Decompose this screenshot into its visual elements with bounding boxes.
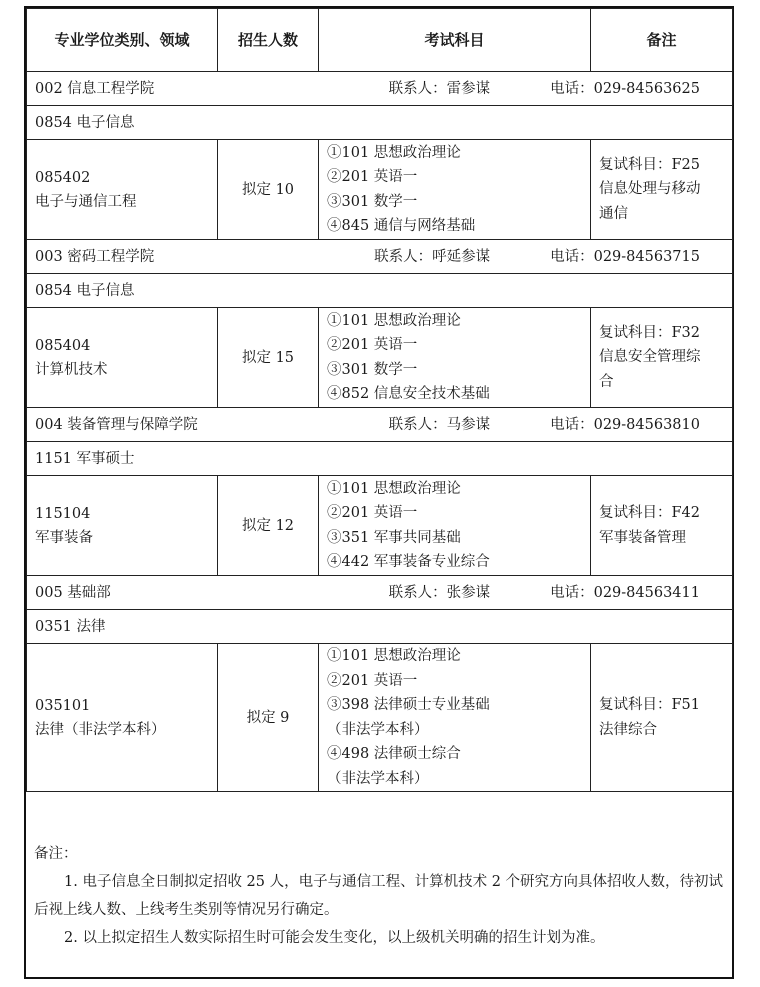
college-row [27, 240, 733, 274]
program-row [27, 308, 733, 408]
program-subjects [319, 308, 591, 408]
category-row [27, 274, 733, 308]
college-row [27, 72, 733, 106]
program-count: 拟定 10 [218, 140, 319, 240]
subject-item: ④498 法律硕士综合 [327, 746, 461, 762]
college-contact-group [374, 245, 724, 269]
table-body [27, 72, 733, 792]
admissions-table [26, 8, 733, 792]
subject-item: ④845 通信与网络基础 [327, 218, 476, 234]
category-row [27, 610, 733, 644]
remark-line: 复试科目：F32 [599, 324, 701, 341]
college-row [27, 576, 733, 610]
program-row [27, 476, 733, 576]
remark-line: 军事装备管理 [599, 529, 686, 546]
program-name: 军事装备 [35, 529, 93, 546]
subject-item: ③398 法律硕士专业基础 [327, 697, 490, 713]
college-line [35, 77, 724, 101]
program-code: 115104 [35, 505, 91, 522]
subject-item: ①101 思想政治理论 [327, 648, 461, 664]
subject-item: （非法学本科） [327, 770, 429, 787]
remark-line: 复试科目：F51 [599, 697, 701, 713]
subject-item: ②201 英语一 [327, 337, 418, 353]
subject-item: ①101 思想政治理论 [327, 480, 461, 497]
header-subjects: 考试科目 [319, 9, 591, 72]
college-contact: 联系人：呼延参谋 [374, 248, 491, 265]
college-contact: 联系人：雷参谋 [388, 80, 491, 97]
program-field-cell [27, 644, 218, 792]
program-name: 电子与通信工程 [35, 193, 137, 210]
program-remark [591, 644, 733, 792]
program-count: 拟定 15 [218, 308, 319, 408]
program-remark [591, 308, 733, 408]
college-phone: 电话：029-84563715 [550, 248, 700, 265]
program-row [27, 644, 733, 792]
remark-line: 合 [599, 373, 614, 390]
program-name: 法律（非法学本科） [35, 721, 166, 738]
college-phone: 电话：029-84563411 [550, 584, 700, 601]
college-name: 004 装备管理与保障学院 [35, 416, 198, 433]
program-remark [591, 140, 733, 240]
header-count: 招生人数 [218, 9, 319, 72]
college-line [35, 413, 724, 437]
category-cell: 0854 电子信息 [27, 106, 733, 140]
college-phone: 电话：029-84563810 [550, 416, 700, 433]
program-remark [591, 476, 733, 576]
college-contact: 联系人：马参谋 [388, 416, 491, 433]
subject-item: ④442 军事装备专业综合 [327, 554, 490, 570]
program-field-cell [27, 140, 218, 240]
note-item-1: 1. 电子信息全日制拟定招收 25 人，电子与通信工程、计算机技术 2 个研究方向具体招收人数，待初试后视上线人数、上线考生类别等情况另行确定。 [34, 874, 724, 918]
college-name: 003 密码工程学院 [35, 248, 155, 265]
subject-item: ②201 英语一 [327, 505, 418, 521]
category-row [27, 442, 733, 476]
program-subjects [319, 140, 591, 240]
subject-item: ④852 信息安全技术基础 [327, 386, 490, 402]
category-row [27, 106, 733, 140]
admissions-table-frame [24, 6, 734, 979]
note-item-2: 2. 以上拟定招生人数实际招生时可能会发生变化，以上级机关明确的招生计划为准。 [64, 930, 605, 946]
subject-item: ②201 英语一 [327, 169, 418, 185]
program-count: 拟定 12 [218, 476, 319, 576]
program-row [27, 140, 733, 240]
program-count: 拟定 9 [218, 644, 319, 792]
program-subjects [319, 644, 591, 792]
college-cell [27, 72, 733, 106]
header-field: 专业学位类别、领域 [27, 9, 218, 72]
program-name: 计算机技术 [35, 361, 108, 378]
college-line [35, 581, 724, 605]
subject-item: ③351 军事共同基础 [327, 529, 461, 546]
subject-item: （非法学本科） [327, 721, 429, 738]
subject-item: ②201 英语一 [327, 672, 418, 689]
college-contact-group [389, 413, 724, 437]
college-phone: 电话：029-84563625 [550, 80, 700, 97]
program-code: 085402 [35, 169, 91, 186]
college-contact-group [389, 77, 724, 101]
remark-line: 复试科目：F25 [599, 156, 701, 173]
remark-line: 信息处理与移动 [599, 181, 701, 198]
college-cell [27, 576, 733, 610]
program-field-cell [27, 308, 218, 408]
remark-line: 信息安全管理综 [599, 349, 701, 366]
header-remark: 备注 [591, 9, 733, 72]
college-name: 002 信息工程学院 [35, 80, 155, 97]
category-cell: 0351 法律 [27, 610, 733, 644]
college-row [27, 408, 733, 442]
college-cell [27, 240, 733, 274]
notes-title: 备注： [34, 846, 78, 862]
category-cell: 1151 军事硕士 [27, 442, 733, 476]
notes-section [34, 840, 724, 952]
category-cell: 0854 电子信息 [27, 274, 733, 308]
college-contact-group [389, 581, 724, 605]
subject-item: ①101 思想政治理论 [327, 144, 461, 161]
college-line [35, 245, 724, 269]
program-subjects [319, 476, 591, 576]
program-code: 035101 [35, 697, 91, 714]
college-cell [27, 408, 733, 442]
subject-item: ①101 思想政治理论 [327, 312, 461, 329]
table-header-row [27, 9, 733, 72]
subject-item: ③301 数学一 [327, 193, 418, 210]
remark-line: 通信 [599, 205, 628, 222]
subject-item: ③301 数学一 [327, 361, 418, 378]
remark-line: 法律综合 [599, 721, 657, 738]
program-code: 085404 [35, 337, 91, 354]
college-name: 005 基础部 [35, 584, 111, 601]
program-field-cell [27, 476, 218, 576]
remark-line: 复试科目：F42 [599, 505, 701, 521]
college-contact: 联系人：张参谋 [388, 584, 491, 601]
